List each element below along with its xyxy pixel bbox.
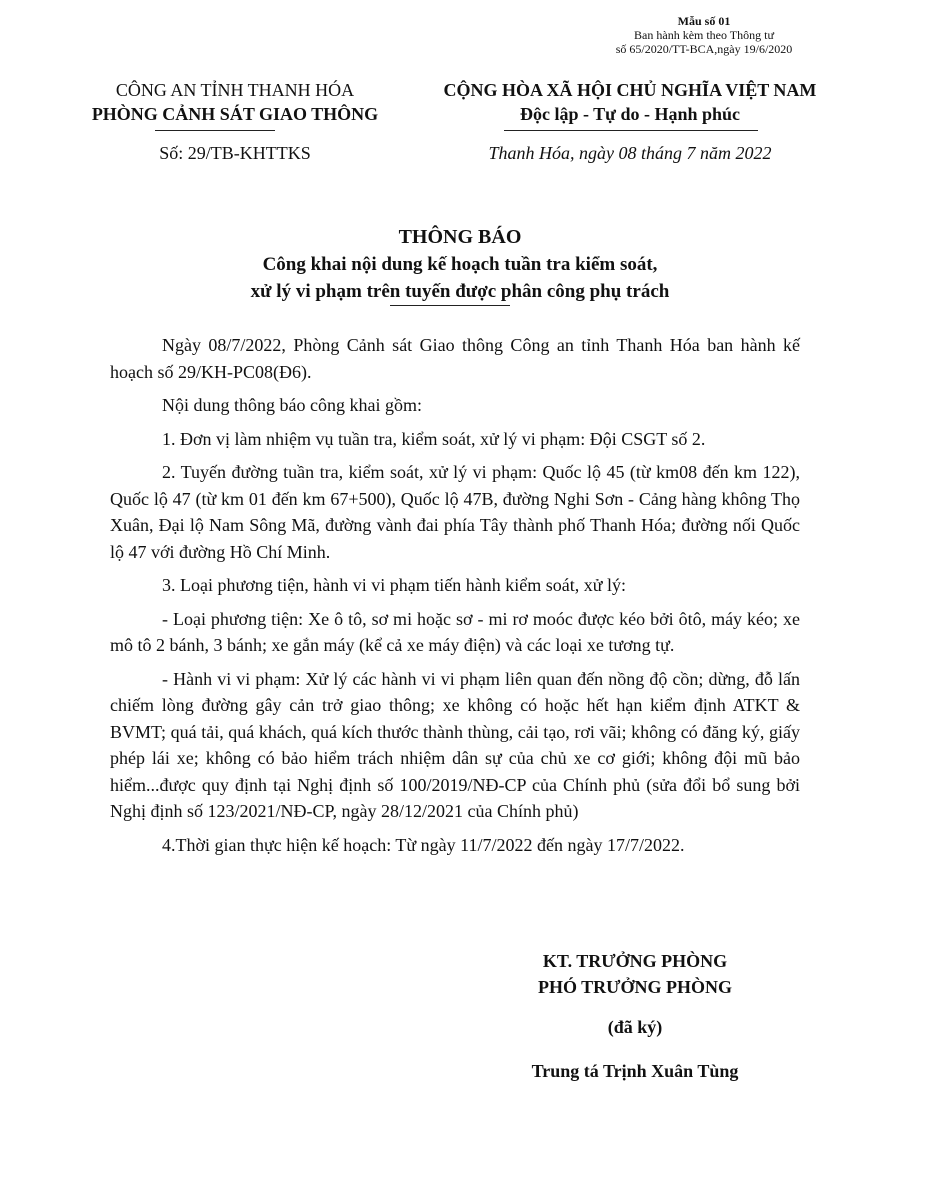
title-line-2: xử lý vi phạm trên tuyến được phân công phụ trách [250,281,670,302]
form-circular: số 65/2020/TT-BCA,ngày 19/6/2020 [615,42,793,56]
signature-block [470,948,800,1084]
body-paragraph-vehicle-header: 3. Loại phương tiện, hành vi vi phạm tiến hành kiểm soát, xử lý: [162,575,626,595]
document-body [110,332,800,865]
signature-position: PHÓ TRƯỞNG PHÒNG [537,977,732,997]
agency-underline [155,130,275,131]
document-title-block [80,224,840,305]
signature-on-behalf: KT. TRƯỞNG PHÒNG [542,951,728,971]
body-paragraph-unit: 1. Đơn vị làm nhiệm vụ tuần tra, kiểm soát, xử lý vi phạm: Đội CSGT số 2. [162,428,706,449]
nation-name: CỘNG HÒA XÃ HỘI CHỦ NGHĨA VIỆT NAM [443,80,817,100]
place-and-date: Thanh Hóa, ngày 08 tháng 7 năm 2022 [488,143,772,163]
document-heading: THÔNG BÁO [398,226,522,248]
title-underline [390,305,510,306]
document-number: Số: 29/TB-KHTTKS [159,143,311,163]
title-line-1: Công khai nội dung kế hoạch tuần tra kiểm soát, [262,254,658,275]
body-paragraph-intro: Ngày 08/7/2022, Phòng Cảnh sát Giao thông Công an tỉnh Thanh Hóa ban hành kế hoạch số 29/KH-PC08(Đ6). [110,335,800,382]
form-number: Mẫu số 01 [677,14,731,28]
department-name: PHÒNG CẢNH SÁT GIAO THÔNG [91,104,379,124]
form-reference [589,14,819,56]
body-paragraph-content-header: Nội dung thông báo công khai gồm: [162,395,422,415]
body-paragraph-routes: 2. Tuyến đường tuần tra, kiểm soát, xử lý vi phạm: Quốc lộ 45 (từ km08 đến km 122), Quốc lộ 47 (từ km 01 đến km 67+500), Quốc lộ 47B, đường Nghi Sơn - Cảng hàng không Thọ Xuân, Đại lộ Nam Sông Mã, đường vành đai phía Tây thành phố Thanh Hóa; đường nối Quốc lộ 47 với đường Hồ Chí Minh. [110,462,800,562]
body-paragraph-violations: - Hành vi vi phạm: Xử lý các hành vi vi phạm liên quan đến nồng độ cồn; dừng, đỗ lấn chiếm lòng đường gây cản trở giao thông; xe không có hoặc hết hạn kiểm định ATKT & BVMT; quá tải, quá khách, quá kích thước thành thùng, cải tạo, rơi vãi; không có đăng ký, giấy phép lái xe; không có bảo hiểm trách nhiệm dân sự của chủ xe cơ giới; không đội mũ bảo hiểm...được quy định tại Nghị định số 100/2019/NĐ-CP của Chính phủ (sửa đổi bổ sung bởi Nghị định số 123/2021/NĐ-CP, ngày 28/12/2021 của Chính phủ) [110,668,800,821]
form-issued-by: Ban hành kèm theo Thông tư [634,28,774,42]
agency-name: CÔNG AN TỈNH THANH HÓA [115,80,355,100]
signer-name: Trung tá Trịnh Xuân Tùng [531,1061,739,1081]
issuing-agency-block [60,78,410,126]
national-header-block [418,78,842,126]
national-motto: Độc lập - Tự do - Hạnh phúc [519,104,741,124]
body-paragraph-timeframe: 4.Thời gian thực hiện kế hoạch: Từ ngày 11/7/2022 đến ngày 17/7/2022. [162,834,685,855]
signature-signed: (đã ký) [607,1017,663,1037]
motto-underline [504,130,758,131]
body-paragraph-vehicle-types: - Loại phương tiện: Xe ô tô, sơ mi hoặc sơ - mi rơ moóc được kéo bởi ôtô, máy kéo; xe mô tô 2 bánh, 3 bánh; xe gắn máy (kể cả xe máy điện) và các loại xe tương tự. [110,608,800,655]
